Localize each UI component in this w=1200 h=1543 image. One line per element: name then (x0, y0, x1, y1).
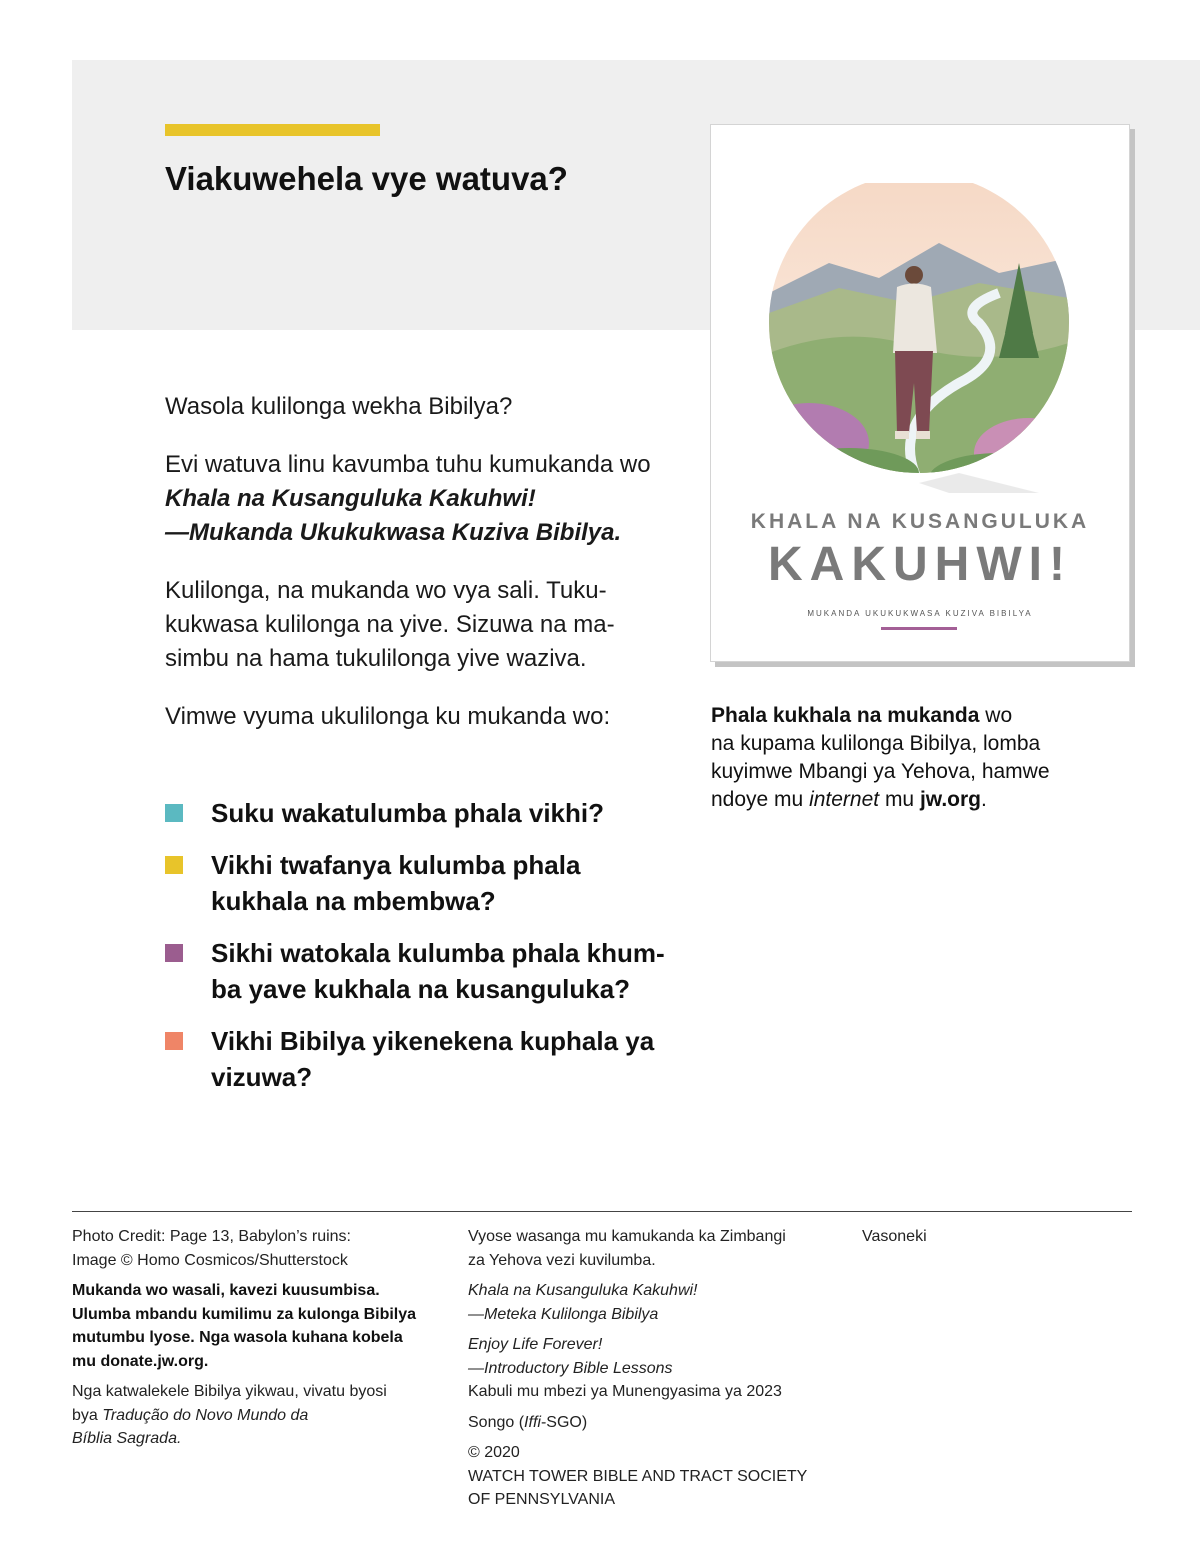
title-local (468, 1279, 828, 1326)
donation-note (72, 1279, 432, 1373)
side-text: . (981, 788, 987, 811)
copyright-line: WATCH TOWER BIBLE AND TRACT SOCIETY (468, 1467, 808, 1485)
accent-bar (165, 124, 380, 136)
offer-book-title: Khala na Kusanguluka Kakuhwi! (165, 485, 536, 512)
topic-text: Vikhi twafanya kulumba phala (211, 850, 581, 880)
main-text (165, 390, 685, 758)
photo-credit (72, 1225, 432, 1272)
square-bullet-icon (165, 856, 183, 874)
donation-line: Ulumba mbandu kumilimu za kulonga Bibilya (72, 1305, 417, 1323)
side-note (711, 702, 1121, 814)
footer-column-3 (862, 1225, 1062, 1256)
content-note (468, 1225, 828, 1272)
topic-item (165, 1023, 685, 1095)
copyright-line: OF PENNSYLVANIA (468, 1491, 615, 1508)
topic-list (165, 795, 685, 1111)
footer-divider (72, 1211, 1132, 1212)
side-italic: internet (809, 788, 880, 811)
language-code (468, 1411, 828, 1435)
copyright (468, 1441, 828, 1512)
topic-text: vizuwa? (211, 1062, 313, 1092)
topic-item (165, 795, 685, 831)
side-text: mu (879, 788, 920, 811)
info-line: kukwasa kulilonga na yive. Sizuwa na ma- (165, 611, 615, 638)
book-cover (710, 124, 1130, 662)
side-text: na kupama kulilonga Bibilya, lomba (711, 732, 1041, 755)
square-bullet-icon (165, 804, 183, 822)
topics-intro: Vimwe vyuma ukulilonga ku mukanda wo: (165, 703, 611, 730)
topic-text: Sikhi watokala kulumba phala khum- (211, 938, 665, 968)
topic-text: kukhala na mbembwa? (211, 886, 496, 916)
topic-item (165, 847, 685, 919)
title-line: —Meteka Kulilonga Bibilya (468, 1305, 659, 1323)
vasoneki-label: Vasoneki (862, 1228, 927, 1245)
title-line: Khala na Kusanguluka Kakuhwi! (468, 1282, 698, 1299)
topic-text: ba yave kukhala na kusanguluka? (211, 974, 631, 1004)
topic-item (165, 935, 685, 1007)
credit-line: Image © Homo Cosmicos/Shutterstock (72, 1251, 348, 1269)
square-bullet-icon (165, 1032, 183, 1050)
info-paragraph (165, 574, 685, 676)
content-line: za Yehova vezi kuvilumba. (468, 1251, 656, 1269)
cover-subtitle: MUKANDA UKUKUKWASA KUZIVA BIBILYA (807, 609, 1033, 618)
cover-title: KHALA NA KUSANGULUKA (750, 510, 1090, 533)
footer-column-1 (72, 1225, 432, 1458)
content-line: Vyose wasanga mu kamukanda ka Zimbangi (468, 1228, 786, 1245)
info-line: Kulilonga, na mukanda wo vya sali. Tuku- (165, 577, 607, 604)
title-line: Enjoy Life Forever! (468, 1336, 603, 1353)
title-english (468, 1333, 828, 1404)
donation-line: mutumbu lyose. Nga wasola kuhana kobela (72, 1329, 403, 1346)
donation-line: Mukanda wo wasali, kavezi kuusumbisa. (72, 1282, 380, 1299)
copyright-line: © 2020 (468, 1444, 520, 1461)
donation-line: mu donate.jw.org. (72, 1352, 209, 1370)
side-text: ndoye mu (711, 788, 810, 811)
side-bold-lead: Phala kukhala na mukanda (711, 704, 980, 727)
lang-text: Songo ( (468, 1413, 525, 1431)
title-line: —Introductory Bible Lessons (468, 1359, 673, 1377)
cover-illustration (769, 183, 1069, 493)
side-text: kuyimwe Mbangi ya Yehova, hamwe (711, 760, 1050, 783)
lang-code: Iffi (524, 1413, 541, 1431)
question: Wasola kulilonga wekha Bibilya? (165, 393, 513, 420)
side-text: wo (979, 704, 1013, 727)
cover-accent-line (881, 627, 957, 630)
bible-note (72, 1380, 432, 1451)
square-bullet-icon (165, 944, 183, 962)
jw-org-link[interactable]: jw.org (919, 788, 982, 811)
topic-text: Suku wakatulumba phala vikhi? (211, 798, 604, 828)
cover-big-title: KAKUHWI! (768, 538, 1072, 591)
lang-text: -SGO) (540, 1413, 588, 1431)
printed-date: Kabuli mu mbezi ya Munengyasima ya 2023 (468, 1383, 782, 1400)
page-title: Viakuwehela vye watuva? (165, 160, 568, 197)
bible-line: bya (72, 1406, 103, 1424)
bible-title: Tradução do Novo Mundo da (102, 1406, 309, 1424)
offer-book-subtitle: —Mukanda Ukukukwasa Kuziva Bibilya. (165, 519, 622, 546)
footer-column-2 (468, 1225, 828, 1519)
credit-line: Photo Credit: Page 13, Babylon’s ruins: (72, 1228, 351, 1245)
topic-text: Vikhi Bibilya yikenekena kuphala ya (211, 1026, 655, 1056)
offer-paragraph (165, 448, 685, 550)
bible-line: Nga katwalekele Bibilya yikwau, vivatu byosi (72, 1383, 387, 1400)
offer-lead: Evi watuva linu kavumba tuhu kumukanda wo (165, 451, 651, 478)
bible-title: Bíblia Sagrada. (72, 1430, 182, 1447)
info-line: simbu na hama tukulilonga yive waziva. (165, 645, 587, 672)
